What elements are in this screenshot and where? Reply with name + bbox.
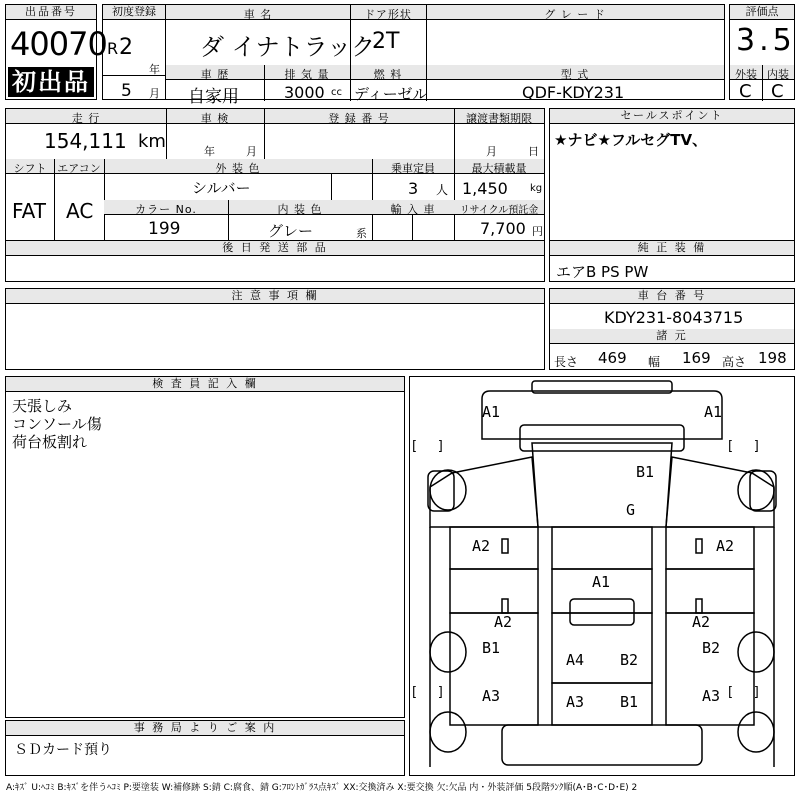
import-label: 輸 入 車 [390,203,436,216]
later-parts-box [5,240,545,282]
ext-color-label: 外 装 色 [215,162,261,175]
color-no-value: 199 [148,219,181,239]
damage-mark: A3 [702,687,721,705]
history-value: 自家用 [188,87,239,107]
recycle-value: 7,700 [480,219,526,238]
year-unit: 年 [149,63,160,76]
first-listing-badge [8,67,94,97]
recycle-label: リサイクル預託金 [459,205,539,216]
recycle-unit: 円 [532,225,543,238]
lot-number-box [5,4,107,100]
max-load-label: 最大積載量 [471,162,527,175]
specs-box [5,108,545,242]
capacity-value: 3 [408,179,419,198]
grade-label: グ レ ー ド [544,8,606,21]
inspector-label: 検 査 員 記 入 欄 [6,377,404,392]
mileage-label: 走 行 [71,112,101,125]
dims-label: 諸 元 [550,329,794,344]
inspector-line-2: コンソール傷 [12,415,102,433]
notes-label: 注 意 事 項 欄 [6,289,544,304]
equipment-box [549,240,795,282]
exterior-label: 外装 [735,68,757,81]
inspection-label: 車 検 [200,112,230,125]
score-box [729,4,795,100]
width-value: 169 [682,349,711,367]
lot-label: 出品番号 [6,5,96,20]
score-label: 評価点 [730,5,794,20]
history-label: 車 歴 [200,68,230,81]
car-name: ダ イナトラック [200,33,376,61]
month-unit: 月 [149,87,160,100]
inspector-line-3: 荷台板割れ [12,433,88,451]
length-value: 469 [598,349,627,367]
chassis-label: 車 台 番 号 [550,289,794,304]
bracket-left-upper: [ ] [412,439,443,454]
model-label: 型 式 [560,68,590,81]
damage-mark: A1 [482,403,501,421]
int-color-label: 内 装 色 [277,203,323,216]
width-label: 幅 [648,355,661,369]
length-label: 長さ [554,355,579,369]
first-listing-text: 初出品 [12,68,90,96]
later-parts-label: 後 日 発 送 部 品 [6,241,544,256]
damage-mark: A2 [494,613,513,631]
door-type: 2T [372,29,400,54]
damage-mark: A3 [482,687,501,705]
damage-mark: A2 [716,537,735,555]
equipment-label: 純 正 装 備 [550,241,794,256]
interior-label: 内装 [767,68,789,81]
inspector-box [5,376,405,718]
reg-year: 2 [119,35,133,60]
capacity-unit: 人 [436,183,449,197]
height-value: 198 [758,349,787,367]
capacity-label: 乗車定員 [391,162,435,175]
mileage-unit: km [138,131,166,152]
damage-mark: B1 [482,639,501,657]
door-label: ドア形状 [364,8,412,21]
office-box [5,720,405,776]
office-label: 事 務 局 よ り ご 案 内 [6,721,404,736]
lot-number: 40070 [10,25,107,63]
ext-color-value: シルバー [192,179,251,197]
max-load-value: 1,450 [462,179,508,198]
damage-mark: B2 [620,651,639,669]
damage-mark: A1 [592,573,611,591]
sales-point-box [549,108,795,242]
height-label: 高さ [722,355,747,369]
vehicle-info-box [165,4,725,107]
displacement-unit: cc [331,87,342,98]
notes-box [5,288,545,370]
int-color-unit: 系 [356,227,367,240]
office-text: ＳＤカード預り [14,742,112,758]
inspector-line-1: 天張しみ [12,397,73,415]
damage-mark: B1 [620,693,639,711]
mileage-value: 154,111 [44,129,127,153]
first-registration-box [102,4,166,100]
damage-mark: B2 [702,639,721,657]
legend-text: A:ｷｽﾞ U:ﾍｺﾐ B:ｷｽﾞを伴うﾍｺﾐ P:要塗装 W:補修跡 S:錆 C:腐食、錆 G:ﾌﾛﾝﾄｶﾞﾗｽ点ｷｽﾞ XX:交換済み X:要交換 欠:欠品 内・外装評価 5段階ﾗﾝｸ順(A･B･C･D･E) 2 [6,783,638,793]
reg-month: 5 [121,81,132,101]
reg-no-label: 登 録 番 号 [328,112,390,125]
shift-value: FAT [12,199,47,223]
transfer-month-unit: 月 [486,145,497,158]
interior-grade: C [771,81,784,102]
inspection-year-unit: 年 [204,145,215,158]
displacement-value: 3000 [284,83,325,102]
color-no-label: カラー No. [135,203,197,216]
damage-mark: A4 [566,651,585,669]
bracket-left-lower: [ ] [412,685,443,700]
damage-diagram [409,376,795,776]
bracket-right-upper: [ ] [728,439,759,454]
sales-point-text: ★ナビ★フルセグTV、 [554,131,708,149]
fuel-value: ディーゼル [354,85,428,103]
inspection-month-unit: 月 [246,145,257,158]
bracket-right-lower: [ ] [728,685,759,700]
damage-mark: A2 [472,537,491,555]
damage-mark: G [626,501,636,519]
shift-label: シフト [13,162,47,175]
damage-mark: A1 [704,403,723,421]
damage-mark: A2 [692,613,711,631]
score-value: 3.5 [736,23,796,58]
damage-mark: A3 [566,693,585,711]
ac-value: AC [66,199,94,223]
ac-label: エアコン [57,162,101,175]
chassis-box [549,288,795,370]
model-value: QDF-KDY231 [522,83,625,102]
car-name-label: 車 名 [243,8,273,21]
first-reg-label: 初度登録 [103,5,165,20]
chassis-number: KDY231-8043715 [604,308,744,327]
era: R [107,39,119,58]
equipment-text: エアB PS PW [556,263,649,281]
fuel-label: 燃 料 [373,68,403,81]
max-load-unit: kg [530,183,543,194]
exterior-grade: C [739,81,752,102]
displacement-label: 排 気 量 [284,68,330,81]
int-color-value: グレー [268,222,314,240]
transfer-label: 譲渡書類期限 [466,112,532,125]
transfer-day-unit: 日 [528,145,539,158]
damage-mark: B1 [636,463,655,481]
sales-point-label: セールスポイント [550,109,794,124]
